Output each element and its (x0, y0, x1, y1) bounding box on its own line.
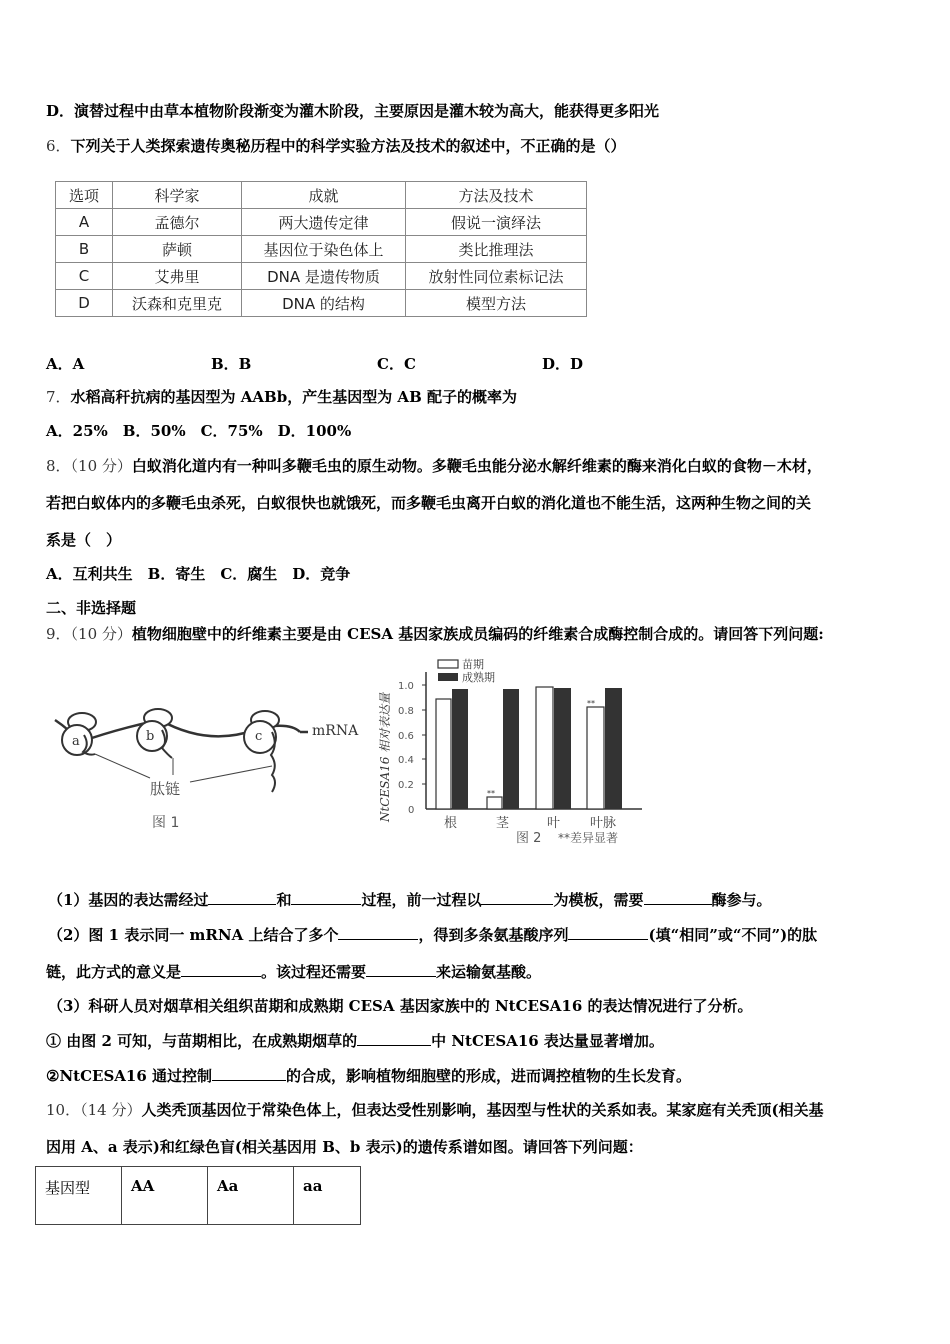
question-8-line-1 (46, 456, 822, 476)
ribosome-label: a (72, 734, 80, 749)
answer-blank[interactable] (208, 890, 276, 905)
svg-text:0.4: 0.4 (398, 755, 414, 766)
significance-marker: ** (587, 699, 595, 708)
y-ticks (398, 681, 426, 816)
svg-text:0.8: 0.8 (398, 706, 414, 717)
ribosome-c (244, 711, 279, 792)
q5-option-d (46, 101, 659, 121)
question-6-stem (46, 136, 626, 156)
legend-swatch-seedling (438, 660, 458, 668)
q9-sub3-part1: ① 由图 2 可知，与苗期相比，在成熟期烟草的 中 NtCESA16 表达量显著增加。 (46, 1032, 664, 1050)
figure-caption: 图 1 (152, 815, 180, 831)
y-axis-label: NtCESA16 相对表达量 (378, 692, 392, 822)
cell: 放射性同位素标记法 (406, 263, 587, 290)
cell: 基因型 (36, 1167, 122, 1225)
cell: 艾弗里 (113, 263, 242, 290)
svg-text:茎: 茎 (496, 816, 510, 831)
svg-text:根: 根 (444, 816, 458, 831)
ribosome-label: c (255, 729, 263, 744)
bar-vein-seedling (587, 707, 604, 809)
header-cell: 科学家 (113, 182, 242, 209)
section-title: 二、非选择题 (46, 599, 137, 617)
cell: 模型方法 (406, 290, 587, 317)
bar-root-seedling (436, 699, 451, 809)
ribosome-label: b (146, 729, 155, 744)
question-number: 7． (46, 388, 71, 406)
x-tick-labels (444, 815, 616, 831)
bar-leaf-mature (554, 688, 571, 809)
table-header-row (56, 182, 587, 209)
bar-vein-mature (605, 688, 622, 809)
table-row (56, 290, 587, 317)
q7-options: A．25% B．50% C．75% D．100% (46, 422, 352, 440)
answer-blank[interactable] (644, 890, 712, 905)
option-a: A．A (46, 355, 85, 373)
question-text: 人类秃顶基因位于常染色体上，但表达受性别影响，基因型与性状的关系如表。某家庭有关秃顶(相关基 (141, 1101, 824, 1119)
option-label: D． (46, 102, 75, 120)
answer-blank[interactable] (481, 890, 553, 905)
answer-blank[interactable] (338, 925, 418, 940)
svg-text:0.6: 0.6 (398, 731, 414, 742)
question-score: （14 分） (80, 1101, 142, 1119)
mrna-label: mRNA (312, 723, 359, 739)
cell: 孟德尔 (113, 209, 242, 236)
cell: 萨顿 (113, 236, 242, 263)
cell: 沃森和克里克 (113, 290, 242, 317)
q9-sub2-line-1: （2）图 1 表示同一 mRNA 上结合了多个 ，得到多条氨基酸序列 (填“相同”或“不同”)的肽 (48, 926, 818, 944)
question-text: 水稻高秆抗病的基因型为 AABb，产生基因型为 AB 配子的概率为 (70, 388, 517, 406)
answer-blank[interactable] (357, 1031, 431, 1046)
svg-text:0: 0 (408, 805, 415, 816)
table-row (36, 1167, 361, 1225)
peptide-label: 肽链 (150, 780, 181, 798)
option-d: D．D (542, 355, 584, 373)
svg-text:叶: 叶 (547, 816, 561, 831)
header-cell: 成就 (242, 182, 406, 209)
question-score: （10 分） (70, 457, 132, 475)
cell: 假说一演绎法 (406, 209, 587, 236)
q9-sub2-line-2: 链，此方式的意义是 。该过程还需要 来运输氨基酸。 (46, 963, 542, 981)
cell: AA (122, 1167, 208, 1225)
cell: B (56, 236, 113, 263)
bar-stem-mature (503, 689, 519, 809)
header-cell: 方法及技术 (406, 182, 587, 209)
q9-sub3-stem: （3）科研人员对烟草相关组织苗期和成熟期 CESA 基因家族中的 NtCESA16 的表达情况进行了分析。 (48, 997, 753, 1015)
figure-2-bar-chart (370, 652, 650, 852)
ribosome-b (137, 709, 172, 758)
question-number: 8． (46, 457, 71, 475)
svg-text:1.0: 1.0 (398, 681, 414, 692)
question-8-line-2: 若把白蚁体内的多鞭毛虫杀死，白蚁很快也就饿死，而多鞭毛虫离开白蚁的消化道也不能生活，这两种生物之间的关 (46, 494, 812, 512)
cell: aa (294, 1167, 361, 1225)
svg-text:0.2: 0.2 (398, 780, 414, 791)
table-row (56, 236, 587, 263)
svg-text:叶脉: 叶脉 (590, 816, 617, 831)
table-row (56, 209, 587, 236)
answer-blank[interactable] (212, 1066, 286, 1081)
question-10-line-2: 因用 A、a 表示)和红绿色盲(相关基因用 B、b 表示)的遗传系谱如图。请回答下列问题： (46, 1138, 643, 1156)
bar-stem-seedling (487, 797, 502, 809)
bar-leaf-seedling (536, 687, 553, 809)
table-row (56, 263, 587, 290)
question-number: 10． (46, 1101, 81, 1119)
figure-caption: 图 2 (516, 831, 542, 846)
chart-annotation: **差异显著 (558, 831, 619, 845)
bar-root-mature (452, 689, 468, 809)
cell: A (56, 209, 113, 236)
q6-table (55, 181, 587, 317)
answer-blank[interactable] (366, 962, 436, 977)
option-b: B．B (211, 355, 252, 373)
cell: 两大遗传定律 (242, 209, 406, 236)
significance-marker: ** (487, 789, 495, 798)
cell: DNA 是遗传物质 (242, 263, 406, 290)
cell: C (56, 263, 113, 290)
cell: Aa (208, 1167, 294, 1225)
question-number: 6． (46, 137, 71, 155)
question-7-stem (46, 387, 517, 407)
question-8-line-3: 系是（ ） (46, 531, 122, 549)
answer-blank[interactable] (181, 962, 261, 977)
question-text: 植物细胞壁中的纤维素主要是由 CESA 基因家族成员编码的纤维素合成酶控制合成的。请回答下列问题: (131, 625, 824, 643)
cell: D (56, 290, 113, 317)
cell: 类比推理法 (406, 236, 587, 263)
question-score: （10 分） (70, 625, 132, 643)
cell: 基因位于染色体上 (242, 236, 406, 263)
cell: DNA 的结构 (242, 290, 406, 317)
option-text: 演替过程中由草本植物阶段渐变为灌木阶段，主要原因是灌木较为高大，能获得更多阳光 (74, 102, 660, 120)
answer-blank[interactable] (291, 890, 361, 905)
question-text: 白蚁消化道内有一种叫多鞭毛虫的原生动物。多鞭毛虫能分泌水解纤维素的酶来消化白蚁的食物－木材， (131, 457, 822, 475)
q9-sub1: （1）基因的表达需经过 和 过程，前一过程以 为模板，需要 酶参与。 (48, 891, 772, 909)
figure-1-translation-diagram (50, 700, 370, 850)
legend-label: 成熟期 (462, 671, 495, 684)
legend-swatch-mature (438, 673, 458, 681)
legend-label: 苗期 (462, 658, 484, 671)
q10-genotype-table (35, 1166, 361, 1225)
option-c: C．C (377, 355, 416, 373)
header-cell: 选项 (56, 182, 113, 209)
question-number: 9． (46, 625, 71, 643)
answer-blank[interactable] (568, 925, 648, 940)
question-text: 下列关于人类探索遗传奥秘历程中的科学实验方法及技术的叙述中，不正确的是（） (70, 137, 626, 155)
q9-sub3-part2: ②NtCESA16 通过控制 的合成，影响植物细胞壁的形成，进而调控植物的生长发育。 (46, 1067, 692, 1085)
question-9-stem (46, 624, 824, 644)
q8-options: A．互利共生 B．寄生 C．腐生 D．竞争 (46, 565, 351, 583)
question-10-line-1 (46, 1100, 824, 1120)
